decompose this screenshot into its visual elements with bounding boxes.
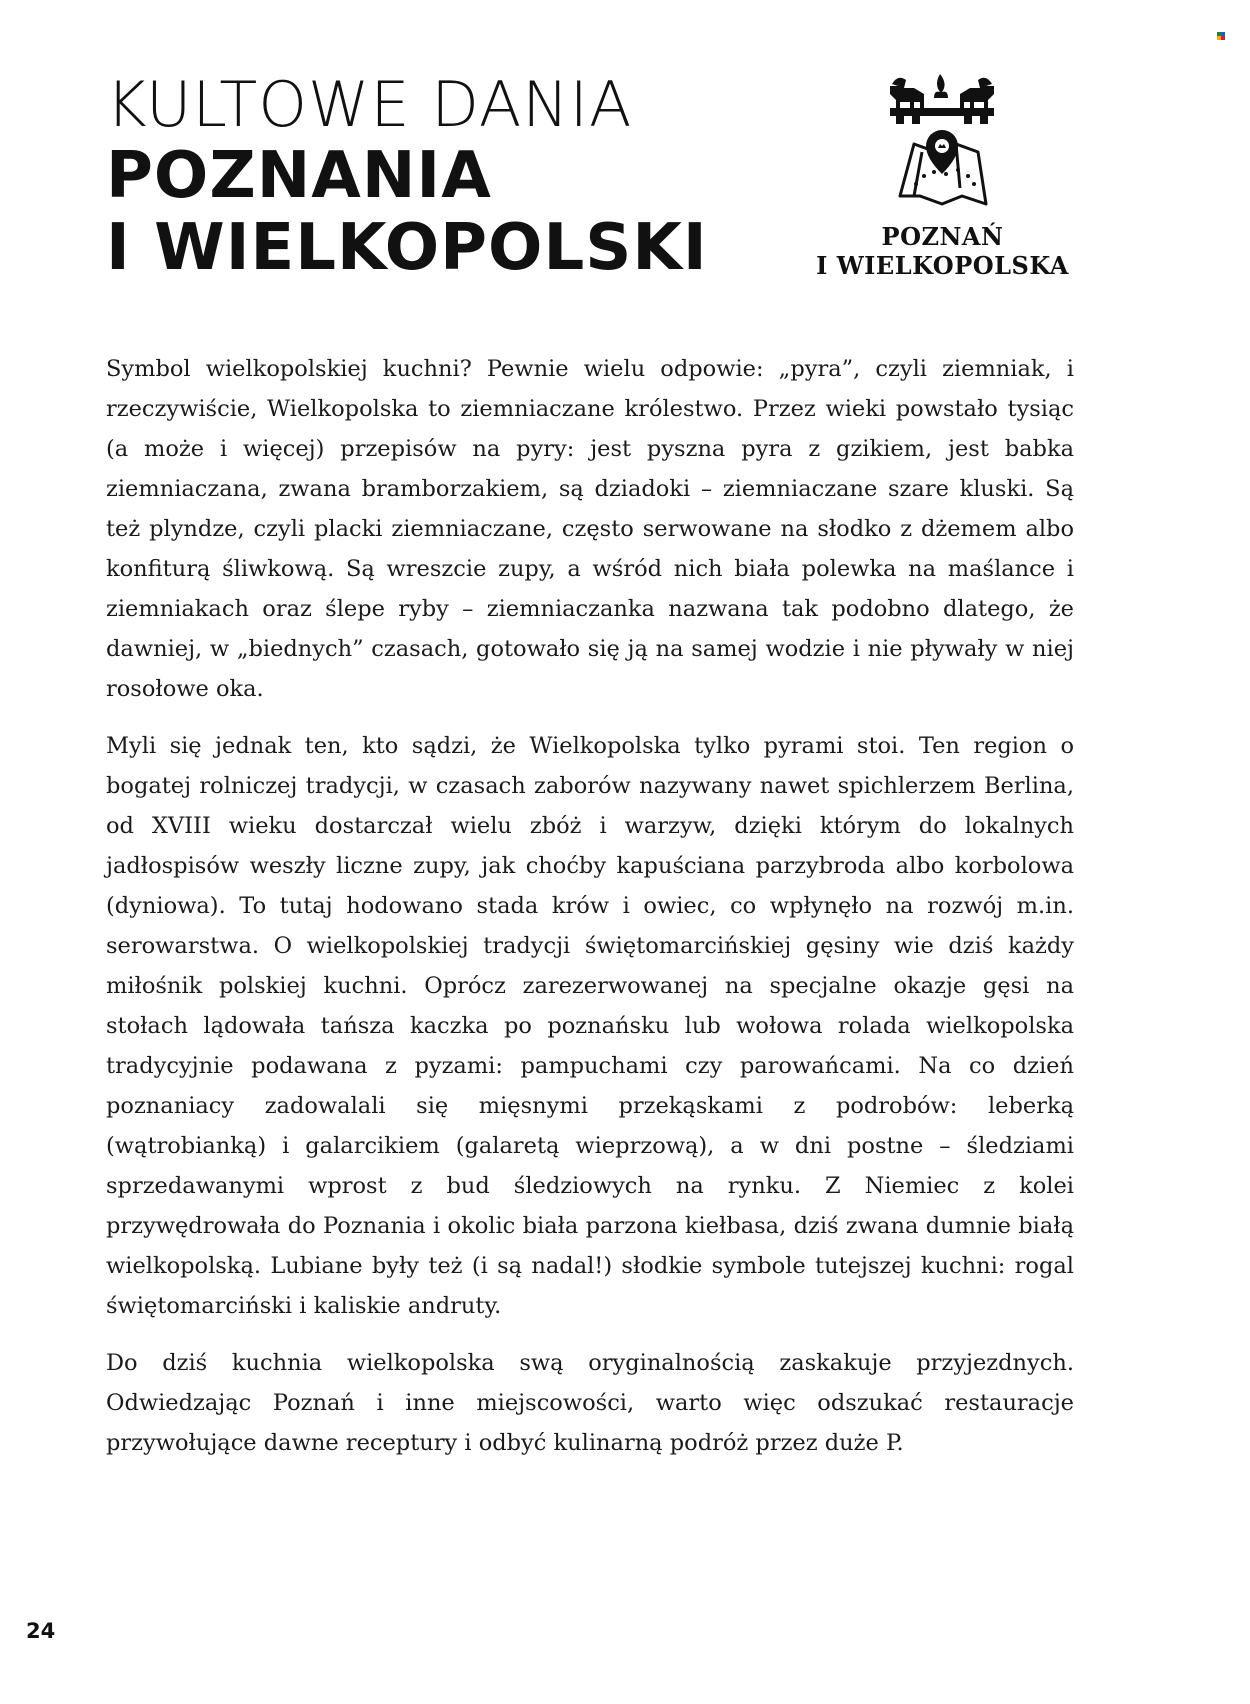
title-line-2: POZNANIA [106,139,492,213]
article-body [106,349,1074,1480]
title-line-1: KULTOWE DANIA [106,68,633,141]
page-title [106,70,726,284]
paragraph-2: Myli się jednak ten, kto sądzi, że Wielkopolska tylko pyrami stoi. Ten region o bogatej rolniczej tradycji, w czasach zaborów nazywany nawet spichlerzem Berlina, od XVIII wieku dostarczał wielu zbóż i warzyw, dzięki którym do lokalnych jadłospisów weszły liczne zupy, jak choćby kapuściana parzybroda albo korbolowa (dyniowa). To tutaj hodowano stada krów i owiec, co wpłynęło na rozwój m.in. serowarstwa. O wielkopolskiej tradycji świętomarcińskiej gęsiny wie dziś każdy miłośnik polskiej kuchni. Oprócz zarezerwowanej na specjalne okazje gęsi na stołach lądowała tańsza kaczka po poznańsku lub wołowa rolada wielkopolska tradycyjnie podawana z pyzami: pampuchami czy parowańcami. Na co dzień poznaniacy zadowalali się mięsnymi przekąskami z podrobów: leberką (wątrobianką) i galarcikiem (galaretą wieprzową), a w dni postne – śledziami sprzedawanymi wprost z bud śledziowych na rynku. Z Niemiec z kolei przywędrowała do Poznania i okolic biała parzona kiełbasa, dziś zwana dumnie białą wielkopolską. Lubiane były też (i są nadal!) słodkie symbole tutejszej kuchni: rogal świętomarciński i kaliskie andruty. [106,733,1074,1319]
paragraph-1: Symbol wielkopolskiej kuchni? Pewnie wielu odpowie: „pyra”, czyli ziemniak, i rzeczywiście, Wielkopolska to ziemniaczane królestwo. Przez wieki powstało tysiąc (a może i więcej) przepisów na pyry: jest pyszna pyra z gzikiem, jest babka ziemniaczana, zwana bramborzakiem, są dziadoki – ziemniaczane szare kluski. Są też plyndze, czyli placki ziemniaczane, często serwowane na słodko z dżemem albo konfiturą śliwkową. Są wreszcie zupy, a wśród nich biała polewka na maślance i ziemniakach oraz ślepe ryby – ziemniaczanka nazwana tak podobno dlatego, że dawniej, w „biednych” czasach, gotowało się ją na samej wodzie i nie pływały w niej rosołowe oka. [106,356,1074,702]
paragraph-3: Do dziś kuchnia wielkopolska swą oryginalnością zaskakuje przyjezdnych. Odwiedzając Poznań i inne miejscowości, warto więc odszukać restauracje przywołujące dawne receptury i odbyć kulinarną podróż przez duże P. [106,1350,1074,1456]
color-mark-icon [1217,32,1225,40]
logo-line-1: POZNAŃ [881,222,1004,251]
logo-line-2: I WIELKOPOLSKA [816,251,1069,280]
page-number: 24 [26,1619,56,1643]
poznan-goats-map-pin-icon [886,72,998,212]
poznan-wielkopolska-logo [810,72,1075,284]
title-line-3: I WIELKOPOLSKI [106,211,708,285]
